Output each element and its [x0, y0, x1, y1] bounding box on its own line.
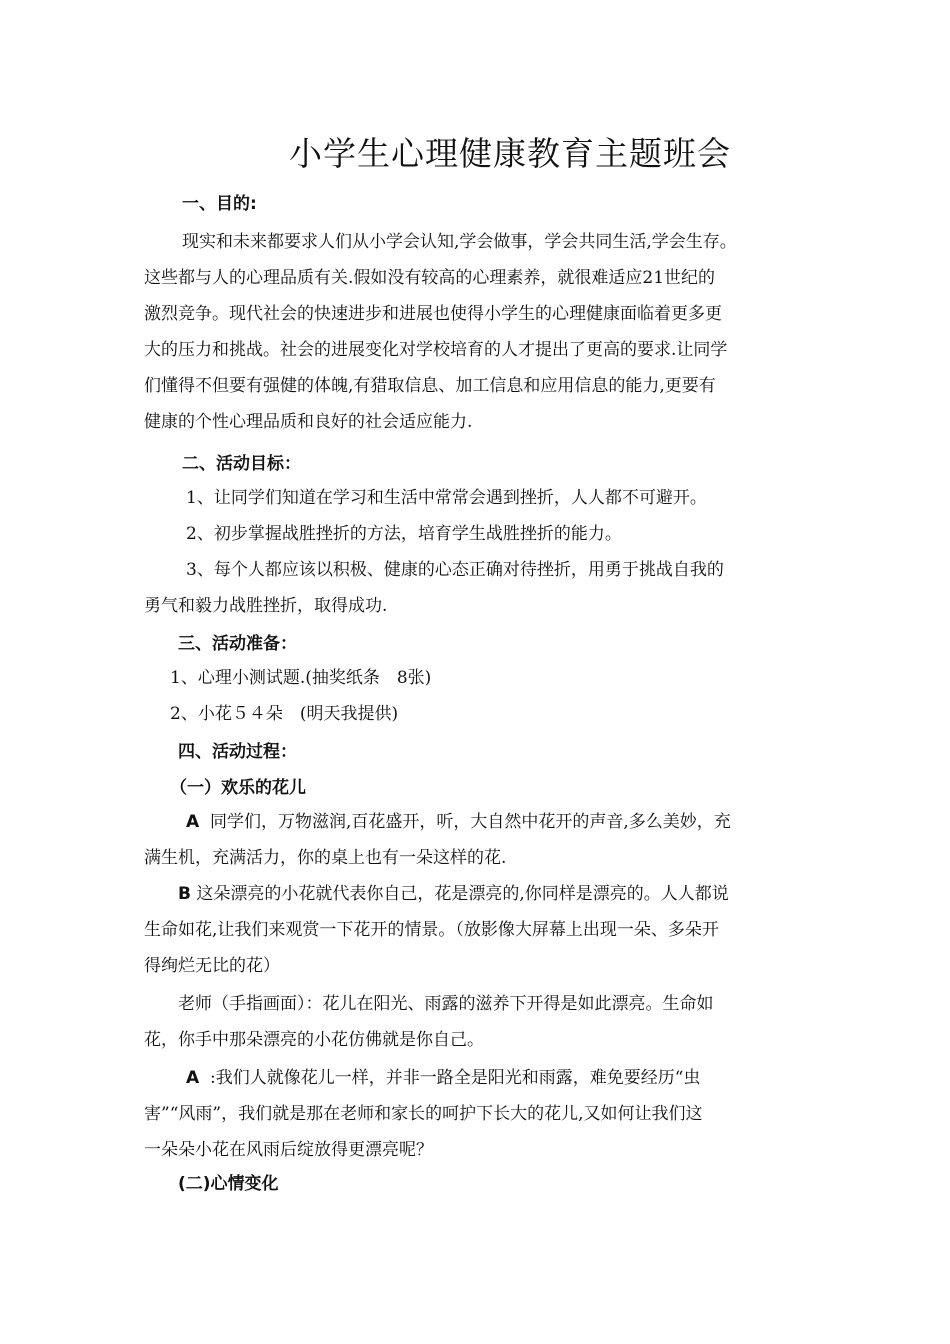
section3-heading: 三、活动准备： — [178, 634, 297, 654]
section1-heading: 一、目的: — [182, 194, 257, 214]
dialogue-text: 这朵漂亮的小花就代表你自己，花是漂亮的,你同样是漂亮的。人人都说 — [196, 884, 729, 904]
subsection-heading: （一）欢乐的花儿 — [170, 778, 306, 798]
dialogue-text: :我们人就像花儿一样，并非一路全是阳光和雨露，难免要经历“虫 — [209, 1068, 701, 1088]
dialogue-text: 同学们，万物滋润,百花盛开，听，大自然中花开的声音,多么美妙，充 — [209, 812, 731, 832]
subsection-heading: (二)心情变化 — [178, 1174, 279, 1194]
paragraph-line: 这些都与人的心理品质有关.假如没有较高的心理素养，就很难适应21世纪的 — [144, 268, 716, 288]
dialogue-line: 害”“风雨”，我们就是那在老师和家长的呵护下长大的花儿,又如何让我们这 — [144, 1104, 703, 1124]
list-item-continuation: 勇气和毅力战胜挫折，取得成功. — [144, 596, 388, 616]
page-title: 小学生心理健康教育主题班会 — [289, 134, 731, 173]
dialogue-line — [178, 882, 729, 906]
speaker-label: A — [186, 1068, 200, 1088]
dialogue-line: 得绚烂无比的花） — [144, 956, 280, 976]
dialogue-line: 满生机，充满活力，你的桌上也有一朵这样的花. — [144, 848, 507, 868]
paragraph-line: 们懂得不但要有强健的体魄,有猎取信息、加工信息和应用信息的能力,更要有 — [144, 376, 716, 396]
speaker-label: B — [178, 884, 191, 904]
list-item: 1、让同学们知道在学习和生活中常常会遇到挫折，人人都不可避开。 — [186, 488, 707, 508]
list-item: 1、心理小测试题.(抽奖纸条 8张) — [170, 668, 432, 688]
section4-heading: 四、活动过程： — [178, 742, 297, 762]
paragraph-line: 大的压力和挑战。社会的进展变化对学校培育的人才提出了更高的要求.让同学 — [144, 340, 728, 360]
dialogue-line — [186, 1066, 700, 1090]
speaker-label: A — [186, 812, 200, 832]
list-item: 2、小花５４朵 (明天我提供) — [170, 704, 399, 724]
paragraph-line: 激烈竞争。现代社会的快速进步和进展也使得小学生的心理健康面临着更多更 — [144, 304, 722, 324]
list-item: 3、每个人都应该以积极、健康的心态正确对待挫折，用勇于挑战自我的 — [186, 560, 724, 580]
dialogue-line — [186, 810, 731, 834]
list-item: 2、初步掌握战胜挫折的方法，培育学生战胜挫折的能力。 — [186, 524, 622, 544]
section2-heading: 二、活动目标： — [182, 454, 301, 474]
dialogue-line: 生命如花,让我们来观赏一下花开的情景。（放影像大屏幕上出现一朵、多朵开 — [144, 920, 719, 940]
dialogue-line: 老师（手指画面）：花儿在阳光、雨露的滋养下开得是如此漂亮。生命如 — [178, 994, 714, 1014]
paragraph-line: 健康的个性心理品质和良好的社会适应能力. — [144, 412, 473, 432]
paragraph-line: 现实和未来都要求人们从小学会认知,学会做事，学会共同生活,学会生存。 — [182, 232, 737, 252]
dialogue-line: 花，你手中那朵漂亮的小花仿佛就是你自己。 — [144, 1030, 484, 1050]
dialogue-line: 一朵朵小花在风雨后绽放得更漂亮呢？ — [144, 1140, 433, 1160]
